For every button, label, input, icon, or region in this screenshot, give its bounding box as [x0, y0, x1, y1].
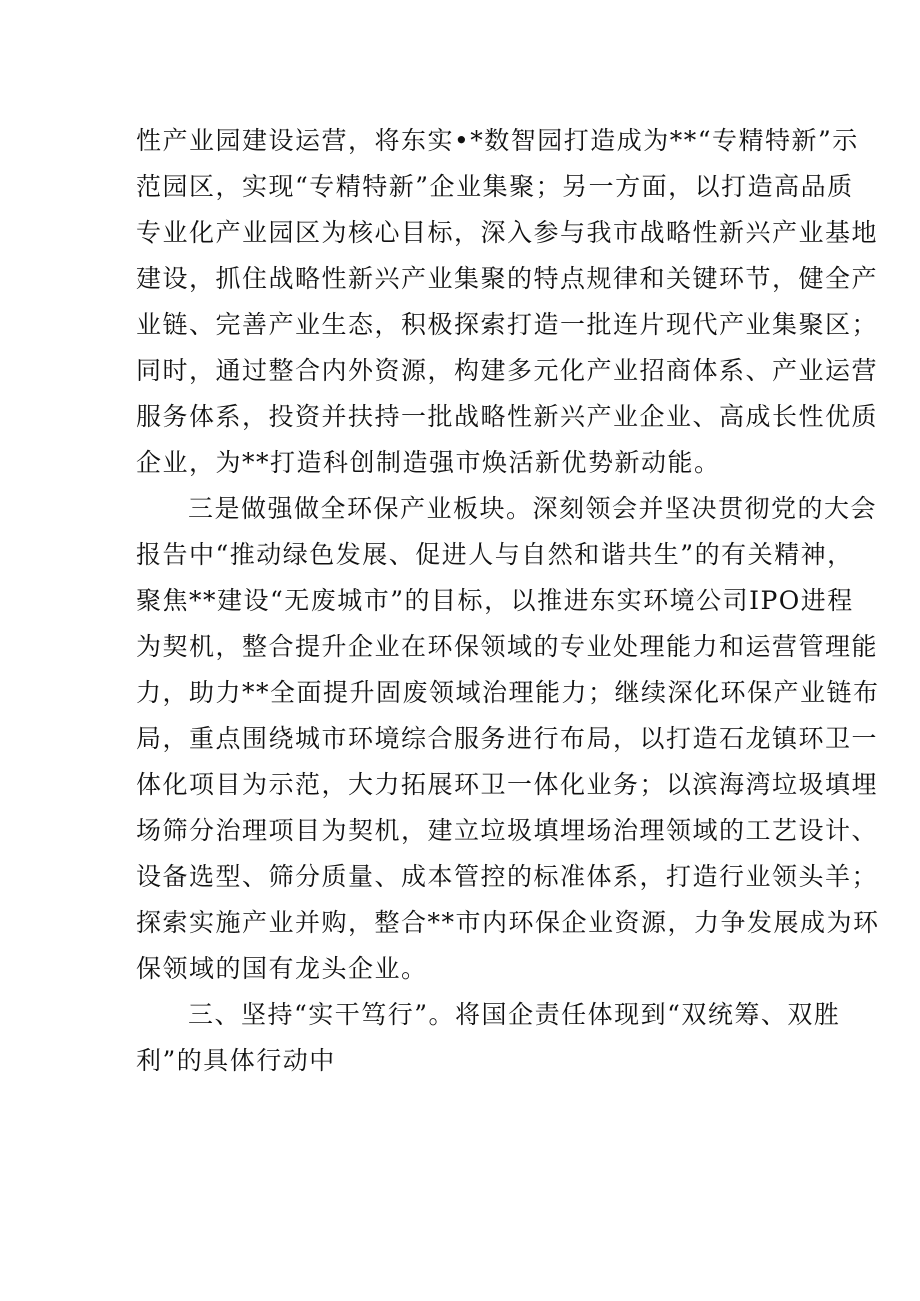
text-line: 设备选型、筛分质量、成本管控的标准体系，打造行业领头羊； [136, 862, 879, 891]
text-line: 利”的具体行动中 [136, 1046, 336, 1075]
paragraph-environmental-sector [136, 486, 880, 992]
text-line: 专业化产业园区为核心目标，深入参与我市战略性新兴产业基地 [136, 218, 879, 247]
paragraph-industrial-park [136, 118, 879, 486]
text-line: 企业，为**打造科创制造强市焕活新优势新动能。 [136, 448, 721, 477]
document-body [136, 118, 880, 1084]
text-line: 为契机，整合提升企业在环保领域的专业处理能力和运营管理能 [136, 632, 879, 661]
text-line: 性产业园建设运营，将东实•*数智园打造成为**“专精特新”示 [136, 126, 859, 155]
text-line: 聚焦**建设“无废城市”的目标，以推进东实环境公司IPO进程 [136, 586, 854, 615]
text-line: 探索实施产业并购，整合**市内环保企业资源，力争发展成为环 [136, 908, 880, 937]
text-line: 服务体系，投资并扶持一批战略性新兴产业企业、高成长性优质 [136, 402, 879, 431]
text-line: 同时，通过整合内外资源，构建多元化产业招商体系、产业运营 [136, 356, 879, 385]
paragraph-section-heading [136, 992, 841, 1084]
text-line: 力，助力**全面提升固废领域治理能力；继续深化环保产业链布 [136, 678, 880, 707]
text-line: 场筛分治理项目为契机，建立垃圾填埋场治理领域的工艺设计、 [136, 816, 879, 845]
text-line: 报告中“推动绿色发展、促进人与自然和谐共生”的有关精神， [136, 540, 854, 569]
text-line: 局，重点围绕城市环境综合服务进行布局，以打造石龙镇环卫一 [136, 724, 879, 753]
text-line: 建设，抓住战略性新兴产业集聚的特点规律和关键环节，健全产 [136, 264, 879, 293]
text-line: 三、坚持“实干笃行”。将国企责任体现到“双统筹、双胜 [188, 1000, 841, 1029]
text-line: 体化项目为示范，大力拓展环卫一体化业务；以滨海湾垃圾填埋 [136, 770, 879, 799]
text-line: 范园区，实现“专精特新”企业集聚；另一方面，以打造高品质 [136, 172, 854, 201]
text-line: 保领域的国有龙头企业。 [136, 954, 428, 983]
text-line: 三是做强做全环保产业板块。深刻领会并坚决贯彻党的大会 [188, 494, 878, 523]
text-line: 业链、完善产业生态，积极探索打造一批连片现代产业集聚区； [136, 310, 879, 339]
